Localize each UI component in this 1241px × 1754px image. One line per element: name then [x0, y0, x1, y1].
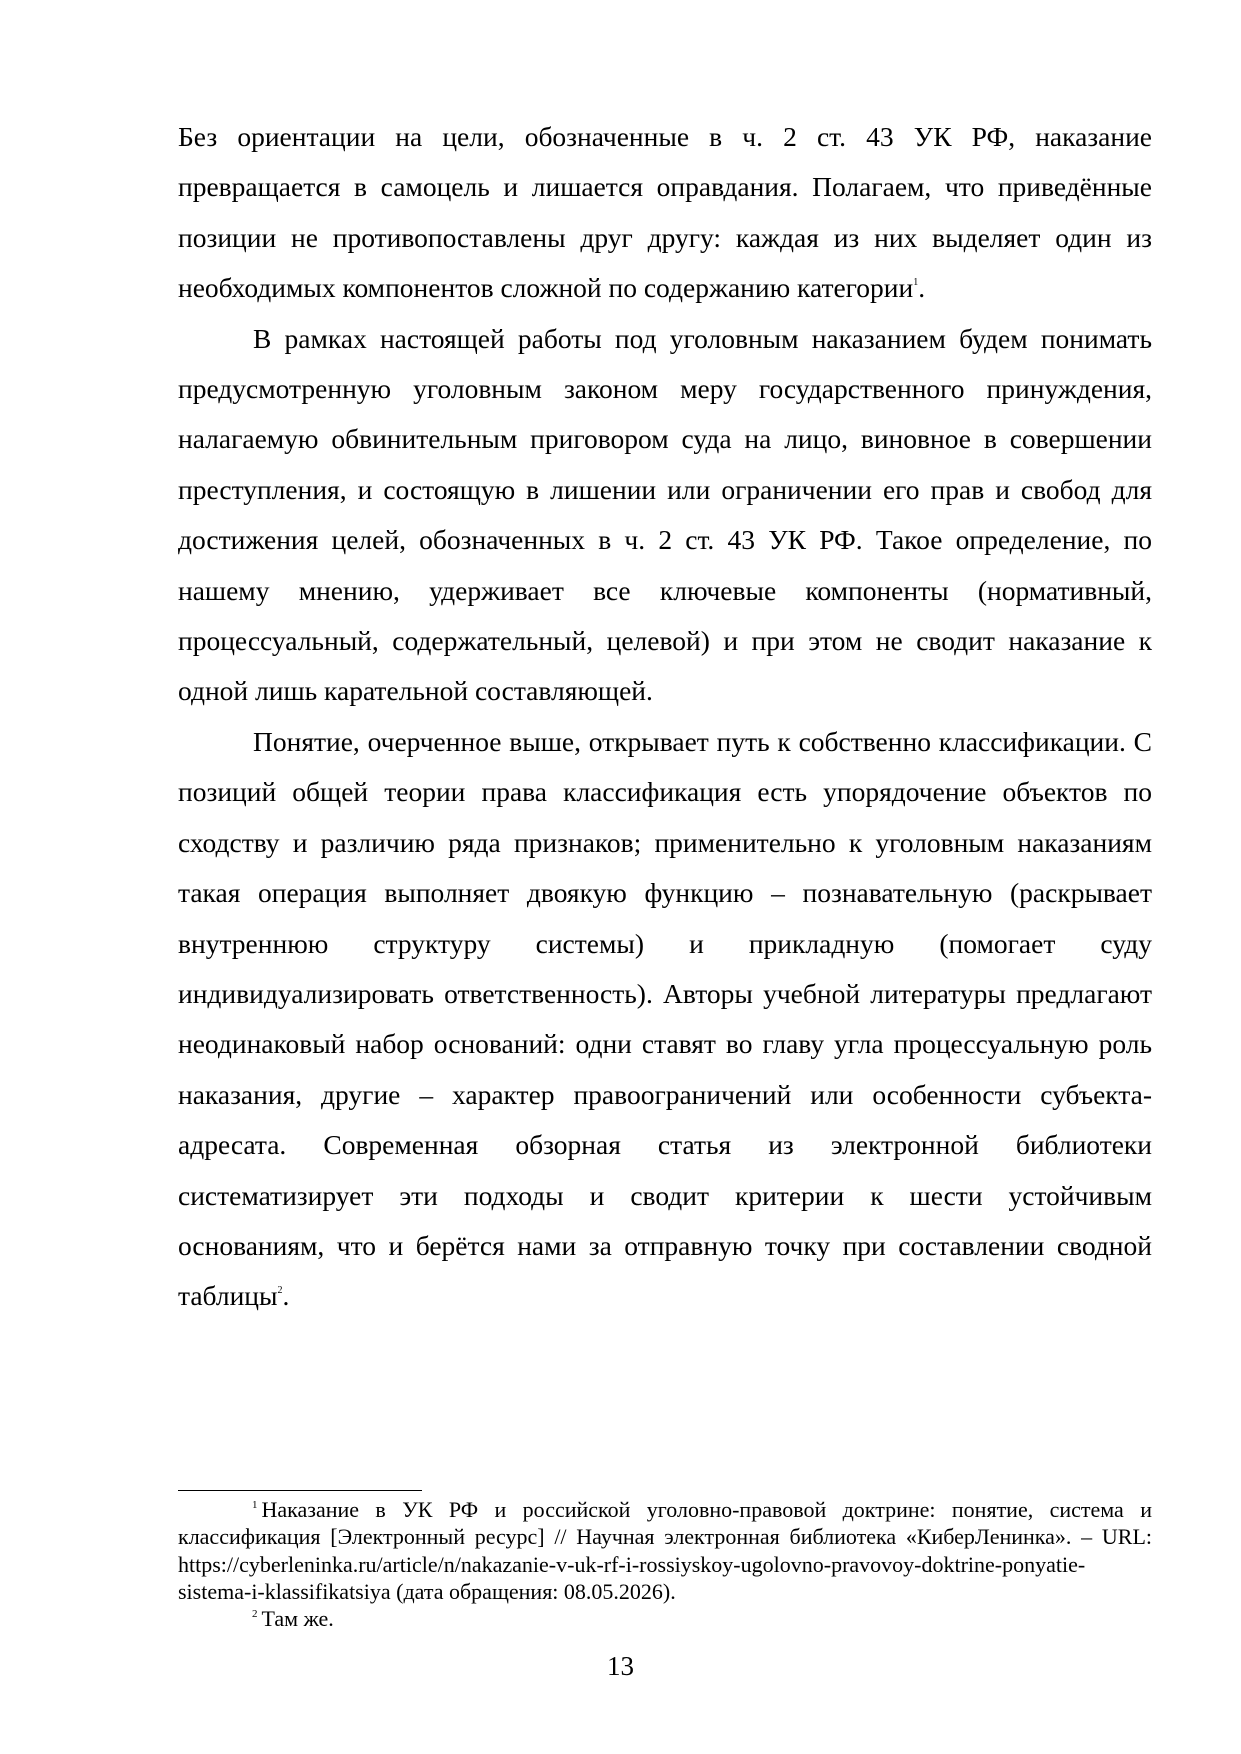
paragraph-2-text: В рамках настоящей работы под уголовным наказанием будем понимать предусмотренную уголовным законом меру государственного принуждения, налагаемую обвинительным приговором суда на лицо, виновное в совершении преступления, и состоящую в лишении или ограничении его прав и свобод для достижения целей, обозначенных в ч. 2 ст. 43 УК РФ. Такое определение, по нашему мнению, удерживает все ключевые компоненты (нормативный, процессуальный, содержательный, целевой) и при этом не сводит наказание к одной лишь карательной составляющей. [178, 322, 1152, 707]
page-number: 13 [607, 1651, 634, 1681]
footnote-2-number: 2 [252, 1608, 258, 1621]
paragraph-1-tail: . [918, 272, 926, 304]
footnote-1 [178, 1496, 1152, 1605]
paragraph-3 [178, 717, 1152, 1322]
document-body [178, 112, 1152, 1322]
footnote-separator [178, 1490, 422, 1491]
footnote-ref-2[interactable]: 2 [277, 1285, 283, 1297]
footnote-ref-1[interactable]: 1 [913, 277, 919, 289]
paragraph-1-text: Без ориентации на цели, обозначенные в ч. 2 ст. 43 УК РФ, наказание превращается в самоцель и лишается оправдания. Полагаем, что приведённые позиции не противопоставлены друг другу: каждая из них выделяет один из необходимых компонентов сложной по содержанию категории [178, 121, 1152, 304]
footnote-2-text: Там же. [261, 1606, 334, 1632]
paragraph-2 [178, 314, 1152, 717]
footnote-1-number: 1 [252, 1499, 258, 1511]
paragraph-1 [178, 112, 1152, 314]
paragraph-3-tail: . [282, 1280, 290, 1312]
footnotes [178, 1496, 1152, 1632]
footnote-1-text: Наказание в УК РФ и российской уголовно-правовой доктрине: понятие, система и классификация [Электронный ресурс] // Научная электронная библиотека «КиберЛенинка». – URL: https://cyberleninka.ru/article/n/nakazanie-v-uk-rf-i-rossiyskoy-ugolovno-pravovoy-doktrine-ponyatie-sistema-i-klassifikatsiya (дата обращения: 08.05.2026). [178, 1497, 1152, 1604]
footnote-2 [178, 1605, 1152, 1632]
paragraph-3-text: Понятие, очерченное выше, открывает путь к собственно классификации. С позиций общей теории права классификация есть упорядочение объектов по сходству и различию ряда признаков; применительно к уголовным наказаниям такая операция выполняет двоякую функцию – познавательную (раскрывает внутреннюю структуру системы) и прикладную (помогает суду индивидуализировать ответственность). Авторы учебной литературы предлагают неодинаковый набор оснований: одни ставят во главу угла процессуальную роль наказания, другие – характер правоограничений или особенности субъекта-адресата. Современная обзорная статья из электронной библиотеки систематизирует эти подходы и сводит критерии к шести устойчивым основаниям, что и берётся нами за отправную точку при составлении сводной таблицы [178, 725, 1152, 1312]
